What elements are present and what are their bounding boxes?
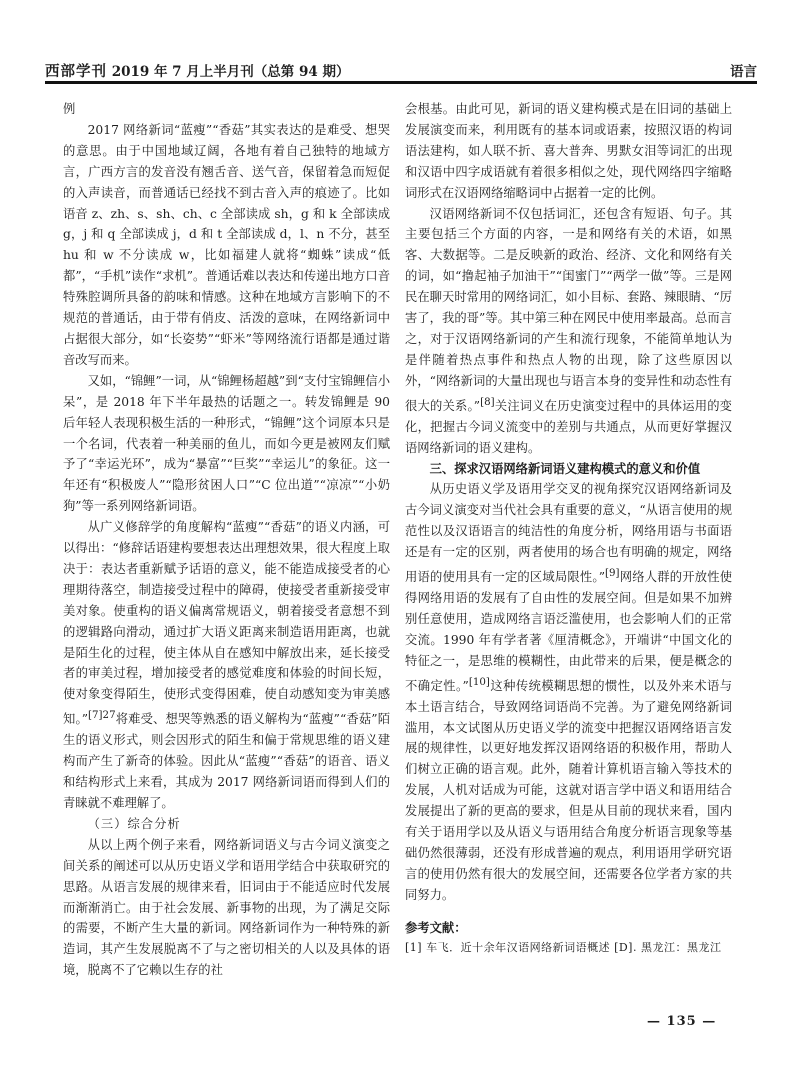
- citation-mark: [8]: [480, 395, 495, 408]
- paragraph: 又如，“锦鲤”一词，从“锦鲤杨超越”到“支付宝锦鲤信小呆”，是 2018 年下半年最热的话题之一。转发锦鲤是 90 后年轻人表现积极生活的一种形式，“锦鲤”这个词原本只是一个名词，代表着一种美丽的鱼儿，而如今更是被网友们赋予了“幸运光环”，成为“暴富”“巨奖”“幸运儿”的象征。这一年还有“积极废人”“隐形贫困人口”“C 位出道”“凉凉”“小奶狗”等一系列网络新词语。: [63, 373, 390, 514]
- reference-item: [1] 车飞．近十余年汉语网络新词语概述 [D]. 黑龙江：黑龙江: [405, 940, 722, 954]
- journal-logo: 西部学刊: [45, 63, 107, 80]
- citation-mark: [10]: [468, 675, 490, 688]
- paragraph: 例: [63, 102, 76, 116]
- paragraph: 2017 网络新词“蓝瘦”“香菇”其实表达的是难受、想哭的意思。由于中国地域辽阔，各地有着自己独特的地域方言，广西方言的发音没有翘舌音、送气音，保留着急而短促的入声读音，而普通话已经找不到古音入声的痕迹了。比如语音 z、zh、s、sh、ch、c 全部读成 sh，g 和 k 全部读成 g，j 和 q 全部读成 j，d 和 t 全部读成 d，l、n 不分，甚至 hu 和 w 不分读成 w，比如福建人就将“蜘蛛”读成“低都”，“手机”读作“求机”。普通话难以表达和传递出地方口音特殊腔调所具备的韵味和情感。这种在地域方言影响下的不规范的普通话，由于带有俏皮、活泼的意味，在网络新词中占据很大部分，如“长姿势”“虾米”等网络流行语都是通过谐音改写而来。: [63, 122, 390, 367]
- paragraph-text: 网络人群的开放性使得网络用语的发展有了自由性的发展空间。但是如果不加辨别任意使用，造成网络言语泛滥使用，也会影响人们的正常交流。1990 年有学者著《厘清概念》，开端讲“中国文化的特征之一，是思维的模糊性，由此带来的后果，便是概念的不确定性。”: [405, 570, 732, 693]
- paragraph-text: 将难受、想哭等熟悉的语义解构为“蓝瘦”“香菇”陌生的语义形式，则会因形式的陌生和偏于常规思维的语义建构而产生了新奇的体验。因此从“蓝瘦”“香菇”的语音、语义和结构形式上来看，其成为 2017 网络新词语而得到人们的青睐就不难理解了。: [63, 712, 390, 810]
- subsection-heading: （三）综合分析: [87, 816, 181, 831]
- journal-header: [45, 60, 349, 81]
- paragraph-text: 从广义修辞学的角度解构“蓝瘦”“香菇”的语义内涵，可以得出：“修辞话语建构要想表达出理想效果，很大程度上取决于：表达者重新赋予话语的意义，能不能造成接受者的心理期待落空，制造接受过程中的障碍，使接受者重新接受审美对象。使重构的语义偏离常规语义，朝着接受者意想不到的逻辑路向滑动，通过扩大语义距离来制造语用距离，也就是陌生化的过程，使主体从自在感知中解放出来，延长接受者的审美过程，增加接受者的感觉难度和体验的时间长短，使对象变得陌生，使形式变得困难，使自动感知变为审美感知。”: [63, 520, 390, 727]
- right-column: [405, 99, 732, 1029]
- citation-mark: [9]: [605, 567, 620, 580]
- paragraph-text: 汉语网络新词不仅包括词汇，还包含有短语、句子。其主要包括三个方面的内容，一是和网络有关的术语，如黑客、大数据等。二是反映新的政治、经济、文化和网络有关的词，如“撸起袖子加油干”“闺蜜门”“两学一做”等。三是网民在聊天时常用的网络词汇，如小目标、套路、辣眼睛、“厉害了，我的哥”等。其中第三种在网民中使用率最高。总而言之，对于汉语网络新词的产生和流行现象，不能简单地认为是伴随着热点事件和热点人物的出现，除了这些原因以外，“网络新词的大量出现也与语言本身的变异性和动态性有很大的关系。”: [405, 206, 732, 413]
- paragraph: [405, 479, 732, 905]
- header-rule: [45, 81, 757, 84]
- section-label: 语言: [730, 64, 757, 80]
- page-number: — 135 —: [647, 1014, 717, 1029]
- paragraph: [63, 517, 390, 814]
- paragraph: [405, 204, 732, 459]
- paragraph-text: 关注词义在历史演变过程中的具体运用的变化，把握古今词义流变中的差别与共通点，从而更好掌握汉语网络新词的语义建构。: [405, 398, 732, 455]
- citation-mark: [7]27: [88, 709, 116, 722]
- paragraph: 从以上两个例子来看，网络新词语义与古今词义演变之间关系的阐述可以从历史语义学和语用学结合中获取研究的思路。从语言发展的规律来看，旧词由于不能适应时代发展而渐渐消亡。由于社会发展、新事物的出现，为了满足交际的需要，不断产生大量的新词。网络新词作为一种特殊的新造词，其产生发展脱离不了与之密切相关的人以及具体的语境，脱离不了它赖以生存的社: [63, 837, 390, 978]
- running-header: [45, 58, 757, 80]
- paragraph-text: 这种传统模糊思想的惯性，以及外来术语与本土语言结合，导致网络词语尚不完善。为了避免网络新词滥用，本文试图从历史语义学的流变中把握汉语网络语言发展的规律性，以更好地发挥汉语网络语的积极作用，帮助人们树立正确的语言观。此外，随着计算机语言输入等技术的发展，人机对话成为可能，这就对语言学中语义和语用结合发展提出了新的更高的要求，但是从目前的现状来看，国内有关于语用学以及从语义与语用结合角度分析语言现象等基础仍然很薄弱，还没有形成普遍的观点，利用语用学研究语言的使用仍然有很大的发展空间，还需要各位学者方家的共同努力。: [405, 678, 732, 902]
- left-column: [63, 99, 390, 1029]
- references-title: 参考文献：: [405, 920, 467, 935]
- paragraph: 会根基。由此可见，新词的语义建构模式是在旧词的基础上发展演变而来，利用既有的基本词或语素，按照汉语的构词语法建构，如人联不折、喜大普奔、男默女泪等词汇的出现和汉语中四字成语就有着很多相似之处，现代网络四字缩略词形式在汉语网络缩略词中占据着一定的比例。: [405, 102, 732, 200]
- issue-info: 2019 年 7 月上半月刊（总第 94 期）: [111, 64, 350, 80]
- section-heading: 三、探求汉语网络新词语义建构模式的意义和价值: [429, 461, 701, 476]
- paragraph-text: 从历史语义学及语用学交叉的视角探究汉语网络新词及古今词义演变对当代社会具有重要的意义，“从语言使用的规范性以及汉语语言的纯洁性的角度分析，网络用语与书面语还是有一定的区别，两者使用的场合也有明确的规定，网络用语的使用具有一定的区域局限性。”: [405, 482, 732, 585]
